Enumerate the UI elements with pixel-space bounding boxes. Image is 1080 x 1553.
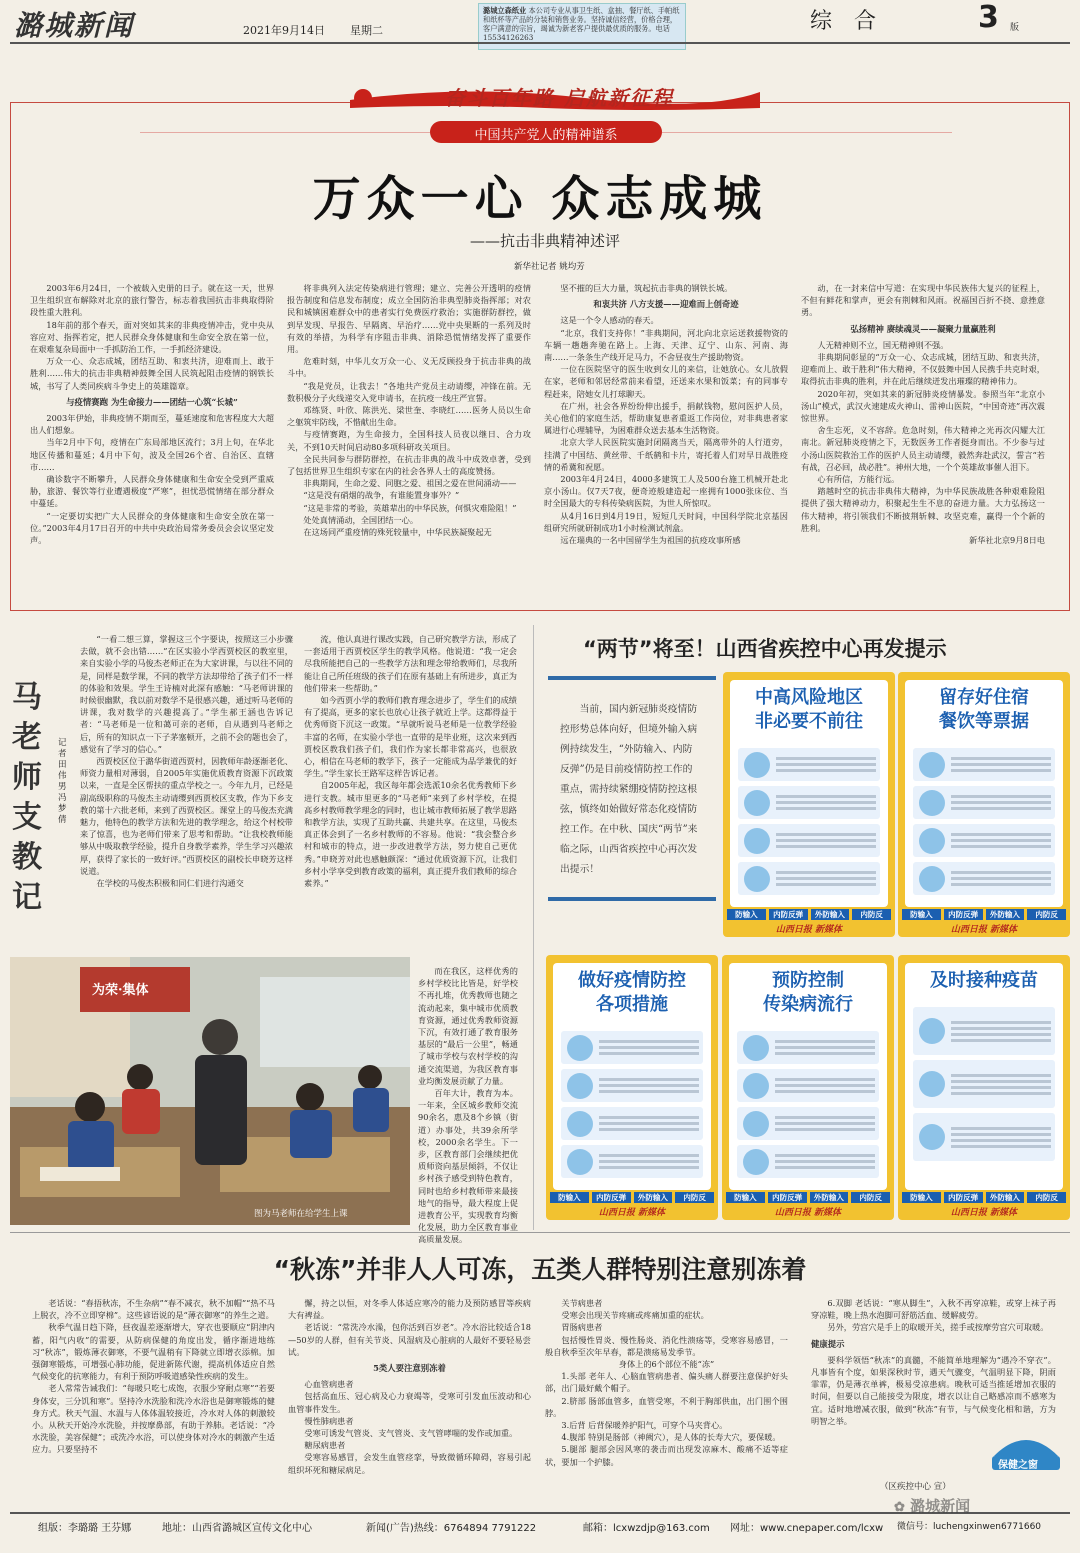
paragraph: 确诊数字不断攀升，人民群众身体健康和生命安全受到严重威胁，旅游、餐饮等行业遭遇极度“严寒”，担忧恐慌情绪在部分群众中蔓延。 <box>30 474 274 509</box>
list-item <box>913 748 1055 781</box>
paragraph: 包括慢性胃炎、慢性肠炎、消化性溃疡等，受寒容易感冒，一般自秋季至次年早春，都是溃疡易发季节。 <box>545 1334 788 1357</box>
page-suffix: 版 <box>1010 23 1020 33</box>
tag: 内防反弹 <box>768 1192 807 1203</box>
article4-col2 <box>288 1297 531 1512</box>
tag: 外防输入 <box>810 1192 849 1203</box>
section-subhead: 健康提示 <box>811 1338 845 1349</box>
article2-byline: 记者 田伟男 冯梦倩 <box>58 738 67 825</box>
paragraph: 动，在一封来信中写道：在实现中华民族伟大复兴的征程上，不但有鲜花和掌声，更会有荆棘和风雨。祝福国百折不挠、意挫意勇。 <box>801 283 1045 318</box>
tag: 内防反弹 <box>944 1192 983 1203</box>
paragraph: 人无精神则不立，国无精神则不强。 <box>817 339 949 350</box>
paragraph: 老话说：“春捂秋冻，不生杂病”“春不减衣，秋不加帽”“热不马上脱衣，冷不立即穿棉”。这些谚语说的是“薄衣御寒”的养生之道。 <box>32 1298 275 1321</box>
paragraph: “一定要切实把广大人民群众的身体健康和生命安全放在第一位。”2003年4月17日召开的中共中央政治局常务委员会会议坚定发声。 <box>30 510 274 546</box>
paragraph: 与疫情赛跑，为生命接力，全国科技人员夜以继日、合力攻关，不到10天时间启动80多项科研攻关项目。 <box>287 429 531 452</box>
tag: 内防反弹 <box>769 909 808 920</box>
list-item <box>738 824 880 857</box>
poster-receipts <box>898 672 1070 937</box>
distance-icon <box>567 1111 593 1137</box>
paragraph: “我是党员，让我去！”各地共产党员主动请缨，冲锋在前。无数积极分子火线递交入党申请书，在抗疫一线庄严宣誓。 <box>287 380 531 403</box>
tag: 内防反 <box>852 909 891 920</box>
doctor-icon <box>743 1035 769 1061</box>
paragraph: “这是没有硝烟的战争，有谁能置身事外？” <box>303 490 460 501</box>
ticket-icon <box>919 866 945 892</box>
tag: 防输入 <box>902 1192 941 1203</box>
article2-col3 <box>418 965 518 1245</box>
paragraph: 受寒会出现关节疼痛或疼痛加重的症状。 <box>561 1310 709 1321</box>
footer-wechat: 微信号：luchengxinwen6771660 <box>897 1522 1042 1532</box>
footer-email: 邮箱：lcxwzdjp@163.com <box>583 1523 710 1534</box>
list-item <box>913 862 1055 895</box>
paragraph: 这是一个令人感动的春天。 <box>560 315 659 326</box>
section-subhead: 与疫情赛跑 为生命接力——团结一心筑“长城” <box>66 396 238 407</box>
footer-hotline: 新闻(广告)热线：6764894 7791222 <box>366 1523 537 1534</box>
article1-col4 <box>801 282 1045 602</box>
poster-brand: 山西日报 新媒体 <box>774 1208 842 1218</box>
paragraph: 2003年6月24日，一个被载入史册的日子。就在这一天，世界卫生组织宣布解除对北京的旅行警告，标志着我国抗击非典取得阶段性重大胜利。 <box>30 283 274 318</box>
header-rule <box>10 42 1070 44</box>
paragraph: 受寒容易感冒，会发生血管痉挛，导致微循环障碍，容易引起组织坏死和糖尿病足。 <box>288 1452 531 1475</box>
tag: 外防输入 <box>811 909 850 920</box>
column-divider <box>533 625 534 1230</box>
paragraph: 流，他认真进行课改实践，自己研究教学方法，形成了一套适用于西贾校区学生的教学风格。他说道：“我一定会尽我所能把自己的一些教学方法和理念带给教师们，尽我所能让自己所任班级的孩子们在原有基础上有所进步，真正为他们带来一些帮助。” <box>304 634 517 693</box>
poster-title: 各项措施 <box>596 994 668 1015</box>
vaccine-icon <box>919 1071 945 1097</box>
paragraph: 百年大计，教育为本。一年来，全区城乡教师交流90余名，惠及8个乡镇（街道）办事处，共39余所学校，2000余名学生。下一步，区教育部门会继续把优质师资向基层倾斜，不仅让乡村孩子感受到特色教育，同时也给乡村教师带来最接地气的指导，最大程度上促进教育公平，实现教育均衡化发展，助力全区教育事业高质量发展。 <box>418 1088 518 1245</box>
issue-weekday: 星期二 <box>350 24 383 37</box>
thermometer-icon <box>743 1111 769 1137</box>
masthead: 潞城新闻 <box>14 9 135 42</box>
paragraph: 关节病患者 <box>561 1298 603 1308</box>
list-item <box>561 1145 703 1178</box>
tag: 内防反弹 <box>944 909 983 920</box>
paragraph: 如今西贾小学的教师们教育理念进步了，学生们的成绩有了提高，更多的家长也放心让孩子就近上学。这都得益于优秀师资下沉这一政策。“早就听说马老师是一位教学经验丰富的名师，在实验小学也一直带的是毕业班，这次来到西贾校区教我们孩子们，我们作为家长都非常高兴，也很放心，相信在马老师的教学下，孩子一定能成为品学兼优的好学生。”学生家长王路军这样告诉记者。 <box>304 695 517 779</box>
paragraph: 老人常常告诫我们：“每暖只吃七成饱，衣服少穿耐点寒”“若要身体安，三分饥和寒”。坚持冷水洗脸和洗冷水浴也是御寒锻炼的健身方式。秋天气温、水温与人体体温较接近，冷水对人体的刺激较小。从秋天开始冷水洗脸，并按摩鼻部，有助于养肺。老话说：“冷水洗脸，美容保健”；或洗冷水浴，可以使身体对冷水的刺激产生适应力。只要坚持不 <box>32 1383 275 1455</box>
poster-title: 中高风险地区 <box>755 687 863 708</box>
paragraph: 危难时刻，中华儿女万众一心、义无反顾投身于抗击非典的战斗中。 <box>287 356 531 379</box>
paragraph: “这是非常的考验，英雄辈出的中华民族，何惧灾难险阻！” <box>303 502 517 513</box>
footer-address: 地址：山西省潞城区宣传文化中心 <box>162 1523 312 1534</box>
section-subhead: 弘扬精神 赓续魂灵——凝聚力量赢胜利 <box>850 323 996 334</box>
poster-title: 非必要不前往 <box>755 711 863 732</box>
article3-title: “两节”将至！山西省疾控中心再发提示 <box>583 637 947 661</box>
paragraph: 秋季气温日趋下降，昼夜温差逐渐增大，穿衣也要顺应“阴津内蓄，阳气内收”的需要，从防病保健的角度出发，循序渐进地练习“秋冻”，锻炼薄衣御寒，不要气温稍有下降就立即增衣添棉。加强御寒锻炼，可增强心肺功能，促进新陈代谢，提高机体适应自然气候变化的抗寒能力，有利于预防呼吸道感染性疾病的发生。 <box>32 1322 275 1382</box>
poster-disease-control <box>722 955 894 1220</box>
tag: 外防输入 <box>634 1192 673 1203</box>
paragraph: 2020年初，突如其来的新冠肺炎疫情暴发。参照当年“北京小汤山”模式，武汉火速建成火神山、雷神山医院，“中国奇迹”再次震惊世界。 <box>801 388 1045 424</box>
party-banner <box>345 78 765 118</box>
tag: 防输入 <box>726 1192 765 1203</box>
series-title: 中国共产党人的精神谱系 <box>474 128 618 143</box>
paragraph: 处处真情涌动，全国团结一心。 <box>303 514 419 525</box>
paragraph: 非典期间彰显的“万众一心、众志成城，团结互助、和衷共济，迎难而上、敢于胜利”伟大精神，不仅鼓舞中国人民携手共克时艰，取得抗击非典的胜利，并在此后继续迸发出璀璨的精神伟力。 <box>801 352 1045 387</box>
footer-website: 网址：www.cnepaper.com/lcxw <box>730 1523 884 1534</box>
paragraph: 非典期间，生命之爱、同胞之爱、祖国之爱在世间涌动—— <box>303 478 517 489</box>
paragraph: 6.双脚 老话说：“寒从脚生”，入秋不再穿凉鞋，或穿上袜子再穿凉鞋，晚上热水泡脚可舒筋活血、缓解疲劳。 <box>811 1298 1056 1321</box>
classroom-scene-icon <box>10 957 410 1225</box>
paragraph: 自2005年起，我区每年都会选派10余名优秀教师下乡进行支教。城市里更多的“马老师”来到了乡村学校，在提高乡村教师教学理念的同时，也让城市教师拓展了教学思路和教学方法，实现了互助共赢、共建共享。在这里，马俊杰真正体会到了一名乡村教师的不容易。他说：“我会整合乡村和城市的特点，进一步改进教学方法，努力使自己更优秀。”申晓芳对此也感触颇深：“通过优质资源下沉，让我们乡村小学享受到教育政策的福利，真正提升我们教师的综合素养。” <box>304 780 517 889</box>
paragraph: 心有所信，方能行远。 <box>817 474 900 485</box>
paragraph: 一位在医院坚守的医生收到女儿的来信，让她放心。女儿放假在家，老师和邻居经常前来看望，还送来水果和饭菜；有的同事专程赶来，陪她女儿打球聊天。 <box>544 364 788 399</box>
paragraph: 邓练贤、叶欣、陈洪光、梁世奎、李晓红……医务人员以生命之躯筑牢防线，不惜献出生命。 <box>287 405 531 428</box>
paragraph: 坚不摧的巨大力量，筑起抗击非典的钢铁长城。 <box>560 283 733 293</box>
report-icon <box>744 828 770 854</box>
list-item <box>737 1069 879 1102</box>
paragraph: 懈，持之以恒，对冬季人体适应寒冷的能力及预防感冒等疾病大有裨益。 <box>288 1298 531 1321</box>
paragraph: 包括高血压、冠心病及心力衰竭等，受寒可引发血压波动和心血管事件发生。 <box>288 1391 531 1414</box>
poster-title: 预防控制 <box>772 970 844 991</box>
paragraph: 2003年伊始，非典疫情不期而至，蔓延速度和危害程度大大超出人们想象。 <box>30 413 274 436</box>
article4-title: “秋冻”并非人人可冻，五类人群特别注意别冻着 <box>273 1255 807 1284</box>
health-logo <box>990 1432 1062 1472</box>
page-number: 3 <box>978 0 999 35</box>
tag: 防输入 <box>902 909 941 920</box>
paragraph: 在这场同严重疫情的殊死较量中，中华民族凝聚起无 <box>303 527 492 538</box>
poster-title: 餐饮等票据 <box>939 711 1029 732</box>
watermark <box>894 1495 970 1516</box>
article4-col1 <box>32 1297 275 1512</box>
article4-col3 <box>545 1297 788 1512</box>
list-item <box>913 824 1055 857</box>
paragraph: 在学校的马俊杰积极和同仁们进行沟通交 <box>96 878 244 889</box>
paragraph: 1.头部 老年人、心脑血管病患者、偏头痛人群要注意保护好头部，出门最好戴个帽子。 <box>545 1371 788 1394</box>
paragraph: 从4月16日到4月19日，短短几天时间，中国科学院北京基因组研究所就研制成功1小时检测试剂盒。 <box>544 510 788 533</box>
paragraph: 另外，劳宫穴是手上的取暖开关，搓手或按摩劳宫穴可取暖。 <box>827 1322 1049 1333</box>
series-line-right <box>662 132 952 133</box>
paragraph: 糖尿病患者 <box>304 1440 346 1451</box>
hand-wash-icon <box>567 1073 593 1099</box>
footer-editor: 组版：李璐璐 王芬娜 <box>38 1523 132 1534</box>
tag: 防输入 <box>550 1192 589 1203</box>
poster-title: 传染病流行 <box>763 994 853 1015</box>
poster-title: 及时接种疫苗 <box>930 970 1038 991</box>
paragraph: 慢性肺病患者 <box>304 1415 354 1426</box>
list-item <box>561 1031 703 1064</box>
paragraph: 在广州，社会各界纷纷伸出援手，捐献钱物，慰问医护人员，关心他们的家庭生活，帮助康复患者重返工作岗位，对非典患者家属进行心理辅导，为困难群众送去基本生活物资。 <box>544 400 788 436</box>
list-item <box>913 1060 1055 1108</box>
paragraph: 要科学领悟“秋冻”的真髓，不能简单地理解为“遇冷不穿衣”。凡事皆有个度，如果深秋时节，遇天气骤变，气温明显下降，阴雨霏霏，仍是薄衣单裤，极易受凉患病。晚秋可适当推延增加衣服的时间，但要以自己能接受为限度，增衣以让自己略感凉而不感寒为宜。适时地增减衣服，做到“秋冻”有节，与气候变化相和谐，方为明智之举。 <box>811 1354 1056 1426</box>
paragraph: 身体上的6个部位不能“冻” <box>618 1359 715 1370</box>
tag: 内防反 <box>1027 1192 1066 1203</box>
paragraph: 万众一心、众志成城，团结互助、和衷共济，迎难而上、敢于胜利……伟大的抗击非典精神鼓舞全国人民筑起阻击疫情的钢铁长城，书写了人类同疾病斗争史上的英雄篇章。 <box>30 356 274 391</box>
syringe-icon <box>919 1018 945 1044</box>
section-rule <box>10 1232 1070 1233</box>
series-line-left <box>140 132 430 133</box>
train-icon <box>744 790 770 816</box>
paragraph: 而在我区，这样优秀的乡村学校比比皆是，好学校不再扎堆，优秀教师也随之流动起来，集中城市优质教育资源，通过优秀教师资源下沉，有效打通了教育服务基层的“最后一公里”，畅通了城市学校与农村学校的沟通交流渠道，为我区教育事业均衡发展贡献了力量。 <box>418 966 518 1086</box>
poster-brand: 山西日报 新媒体 <box>598 1208 666 1218</box>
poster-prevention <box>546 955 718 1220</box>
paragraph: 3.后背 后背保暖养护阳气，可穿个马夹背心。 <box>561 1420 728 1431</box>
phone-icon <box>919 1124 945 1150</box>
paragraph: 5.腿部 腿部会因风寒的袭击而出现发凉麻木、酸痛不适等症状，要加一个护膝。 <box>545 1444 788 1467</box>
person-icon <box>744 866 770 892</box>
wechat-icon: ✿ <box>894 1500 905 1515</box>
article1-col2 <box>287 282 531 602</box>
article2-col1 <box>80 633 293 948</box>
article4-credit: （区疾控中心 宣） <box>880 1482 951 1492</box>
article1-col1 <box>30 282 274 602</box>
paragraph: 远在瑞典的一名中国留学生为祖国的抗疫攻事所感 <box>560 535 741 546</box>
paragraph: 受寒可诱发气管炎、支气管炎、支气管哮喘的发作或加重。 <box>304 1428 518 1439</box>
article1-subhead: ——抗击非典精神述评 <box>470 232 621 250</box>
paragraph: 心血管病患者 <box>304 1379 354 1390</box>
tag: 内防反弹 <box>592 1192 631 1203</box>
list-item <box>913 1007 1055 1055</box>
paragraph: 2.脐部 肠部血管多，血管受寒，不利于胸部供血，出门围个围脖。 <box>545 1395 788 1418</box>
tag: 外防输入 <box>986 909 1025 920</box>
photo-sign: 为荣·集体 <box>92 983 149 998</box>
poster-brand: 山西日报 新媒体 <box>950 925 1018 935</box>
paragraph: 胃肠病患者 <box>561 1322 603 1333</box>
photo-caption: 图为马老师在给学生上课 <box>254 1209 348 1219</box>
food-icon <box>743 1073 769 1099</box>
banner-slogan: 奋斗百年路 启航新征程 <box>445 86 674 110</box>
issue-date: 2021年9月14日 <box>243 24 325 37</box>
window-icon <box>567 1149 593 1175</box>
article1-col3 <box>544 282 788 602</box>
list-item <box>561 1107 703 1140</box>
poster-vaccination <box>898 955 1070 1220</box>
list-item <box>738 748 880 781</box>
receipt-icon <box>919 790 945 816</box>
hospital-icon <box>743 1149 769 1175</box>
mask-icon <box>567 1035 593 1061</box>
section-name: 综合 <box>810 9 899 34</box>
article2-col2 <box>304 633 517 953</box>
poster-title: 做好疫情防控 <box>578 970 686 991</box>
paragraph: 西贾校区位于潞华街道西贾村，因教师年龄逐渐老化、师资力量相对薄弱，自2005年实施优质教育资源下沉政策以来，一直是全区帮扶的重点学校之一。今年九月，已经是副高级职称的马俊杰主动请缨到西贾校区支教，作为下乡支教的第十六批老师，来到了西贾校区。课堂上的马俊杰充满魅力，他特色的教学方法和先进的教学理念，给这个村校带来了惊喜，也为老师们带来了思考和帮助。“让我校教师能够从中吸取教学经验，提升自身教学素养，学生学习兴趣浓厚，获得了家长的一致好评。”西贾校区的副校长申晓芳这样说道。 <box>80 756 293 876</box>
dateline: 新华社北京9月8日电 <box>969 535 1045 546</box>
paragraph: 当年2月中下旬，疫情在广东局部地区流行；3月上旬，在华北地区传播和蔓延；4月中下旬，波及全国26个省、自治区、直辖市…… <box>30 437 274 472</box>
ad-title: 潞城立森纸业 <box>483 6 527 15</box>
poster-brand: 山西日报 新媒体 <box>775 925 843 935</box>
list-item <box>737 1107 879 1140</box>
paragraph: 舍生忘死，义不容辞。危急时刻，伟大精神之光再次闪耀大江南北。新冠肺炎疫情之下，无数医务工作者挺身而出。不少参与过小汤山医院救治工作的医护人员主动请缨，毅然奔赴武汉，誓言“若有战，召必回，战必胜”。神州大地，一个个英雄故事催人泪下。 <box>801 425 1045 472</box>
section-subhead: 5类人要注意别冻着 <box>373 1363 446 1374</box>
health-logo-text: 保健之窗 <box>998 1460 1038 1471</box>
paragraph: “北京，我们支持你！”非典期间，河北向北京运送救援物资的车辆一趟趟奔驰在路上。上海、天津、辽宁、山东、河南、海南……一条条生产线开足马力，不舍昼夜生产援助物资。 <box>544 327 788 363</box>
classroom-photo <box>10 957 410 1225</box>
tag: 内防反 <box>1027 909 1066 920</box>
list-item <box>737 1145 879 1178</box>
article1-headline: 万众一心 众志成城 <box>312 171 768 227</box>
list-item <box>913 786 1055 819</box>
paragraph: 全民共同参与群防群控，在抗击非典的战斗中成效卓著，受到了包括世界卫生组织专家在内的社会各界人士的高度赞扬。 <box>287 453 531 477</box>
list-item <box>738 786 880 819</box>
paragraph: 踏越时空的抗击非典伟大精神，为中华民族战胜各种艰难险阻提供了强大精神动力，积聚起生生不息的奋进力量。大力弘扬这一伟大精神，将引领我们不断披荆斩棘、攻坚克难，赢得一个个新的胜利。 <box>801 486 1045 533</box>
paragraph: 将非典列入法定传染病进行管理；建立、完善公开透明的疫情报告制度和信息发布制度；成立全国防治非典型肺炎指挥部；对农民和城镇困难群众中的患者实行免费医疗救治；实施群防群控，做到早发现、早报告、早隔离、早治疗……党中央果断的一系列及时有效的举措，为科学有序阻击非典、消除恐慌情绪发挥了重要作用。 <box>287 283 531 355</box>
list-item <box>913 1113 1055 1161</box>
hotel-icon <box>919 752 945 778</box>
virus-icon <box>744 752 770 778</box>
poster-high-risk <box>723 672 895 937</box>
family-icon <box>919 828 945 854</box>
paragraph: 4.腹部 特别是肠部（神阙穴），是人体的长寿大穴，要保暖。 <box>561 1432 781 1443</box>
list-item <box>738 862 880 895</box>
paragraph: “一看二想三算，掌握这三个字要诀，按照这三小步骤去做，就不会出错……”在区实验小学西贾校区的教室里，来自实验小学的马俊杰老师正在为大家讲课，与以往不同的是，同样是数学课，不同的教学方法却带给了孩子们不一样的体验和效果。学生王诗楠对此深有感触：“马老师讲课的时候很幽默，我以前对数学不是很感兴趣，通过听马老师的讲课，我对数学的兴趣提高了。”学生郝王涵也告诉记者：“马老师是一位和蔼可亲的老师，自从遇到马老师之后，所有的知识点一下子茅塞顿开，之前不会的题也会了，感觉有了学习的信心。” <box>80 634 293 754</box>
list-item <box>737 1031 879 1064</box>
article2-title: 马老师支教记 <box>12 680 42 915</box>
paragraph: 18年前的那个春天，面对突如其来的非典疫情冲击，党中央从容应对、指挥若定，把人民群众身体健康和生命安全放在第一位，在艰难复杂局面中一手抓防治工作，一手抓经济建设。 <box>30 319 274 355</box>
ad-text: 本公司专业从事卫生纸、盒抽、餐厅纸、手帕纸和纸杯等产品的分装和销售业务。坚持诚信经营，价格合理，客户满意的宗旨，竭诚为新老客户提供最优质的服务。电话 15534126263 <box>483 6 680 42</box>
poster-title: 留存好住宿 <box>939 687 1029 708</box>
paragraph: 北京大学人民医院实施封闭隔离当天，隔离带外的人行道旁，挂满了中国结、黄丝带、千纸鹤和卡片，寄托着人们对早日战胜疫情的希冀和祝愿。 <box>544 437 788 472</box>
article1-byline: 新华社记者 姚均芳 <box>514 262 585 272</box>
paragraph: 2003年4月24日，4000多建筑工人及500台施工机械开赴北京小汤山。仅7天7夜，便奇迹般建造起一座拥有1000张床位、当时全国最大的专科传染病医院，为世人所惊叹。 <box>544 474 788 509</box>
poster-brand: 山西日报 新媒体 <box>950 1208 1018 1218</box>
section-subhead: 和衷共济 八方支援——迎难而上创奇迹 <box>593 299 739 310</box>
tag: 外防输入 <box>986 1192 1025 1203</box>
tag: 防输入 <box>727 909 766 920</box>
article3-intro: 当前，国内新冠肺炎疫情防控形势总体向好，但境外输入病例持续发生，“外防输入、内防反弹”仍是目前疫情防控工作的重点，需持续紧绷疫情防控这根弦，慎终如始做好常态化疫情防控工作。在中秋、国庆“两节”来临之际，山西省疾控中心再次发出提示！ <box>560 704 698 875</box>
paragraph: 老话说：“常洗冷水澡，包你活到百岁老”。冷水浴比较适合18—50岁的人群，但有关节炎、风湿病及心脏病的人最好不要轻易尝试。 <box>288 1322 531 1357</box>
tag: 内防反 <box>851 1192 890 1203</box>
list-item <box>561 1069 703 1102</box>
watermark-text: 潞城新闻 <box>910 1497 971 1515</box>
tag: 内防反 <box>675 1192 714 1203</box>
